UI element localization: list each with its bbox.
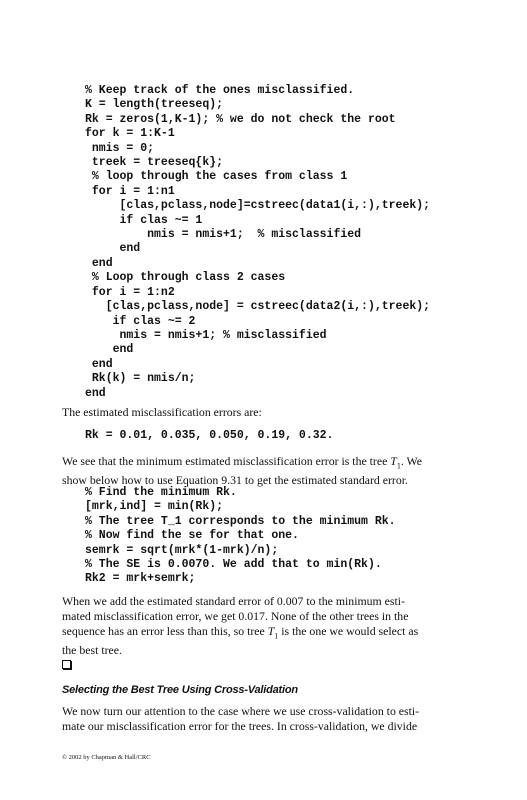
code-line: end (85, 357, 113, 371)
code-line: [mrk,ind] = min(Rk); (85, 500, 224, 514)
code-block-tree-errors (85, 84, 430, 401)
tree-symbol: T (267, 624, 275, 638)
code-block-standard-error (85, 486, 396, 587)
code-line: nmis = nmis+1; % misclassified (85, 228, 362, 242)
code-line: semrk = sqrt(mrk*(1-mrk)/n); (85, 543, 279, 557)
text: . We (400, 454, 422, 468)
code-line: end (85, 386, 106, 400)
code-line: % The SE is 0.0070. We add that to min(Rk). (85, 558, 382, 572)
end-of-example-box-icon (62, 660, 71, 669)
code-line: end (85, 256, 113, 270)
code-line: for k = 1:K-1 (85, 127, 175, 141)
text: mate our misclassification error for the trees. In cross-validation, we divide (62, 719, 418, 733)
text: When we add the estimated standard error of 0.007 to the minimum esti- (62, 594, 405, 608)
code-line: Rk2 = mrk+semrk; (85, 572, 196, 586)
text: We see that the minimum estimated misclassification error is the tree (62, 454, 388, 468)
text: We now turn our attention to the case where we use cross-validation to esti- (62, 704, 420, 718)
code-line: K = length(treeseq); (85, 98, 224, 112)
code-line: Rk = zeros(1,K-1); % we do not check the root (85, 112, 396, 126)
section-heading: Selecting the Best Tree Using Cross-Validation (62, 684, 298, 696)
text: mated misclassification error, we get 0.017. None of the other trees in the (62, 609, 409, 623)
code-line: nmis = nmis+1; % misclassified (85, 328, 327, 342)
code-line: end (85, 242, 141, 256)
code-line: if clas ~= 2 (85, 314, 196, 328)
code-line: % Keep track of the ones misclassified. (85, 84, 355, 97)
code-line: end (85, 343, 134, 357)
tree-subscript: 1 (274, 631, 279, 641)
code-line: [clas,pclass,node]=cstreec(data1(i,:),treek); (85, 199, 431, 213)
code-line: Rk = 0.01, 0.035, 0.050, 0.19, 0.32. (85, 429, 334, 442)
code-line: nmis = 0; (85, 141, 155, 155)
paragraph-minimum-tree (62, 454, 468, 488)
code-line: % Loop through class 2 cases (85, 271, 286, 285)
code-line: % Find the minimum Rk. (85, 486, 237, 499)
paragraph-cross-validation (62, 704, 468, 734)
code-line: for i = 1:n1 (85, 184, 175, 198)
text: the best tree. (62, 643, 122, 658)
paragraph-best-tree (62, 594, 468, 673)
code-line: % The tree T_1 corresponds to the minimum Rk. (85, 514, 396, 528)
text: sequence has an error less than this, so tree (62, 624, 265, 638)
code-line: for i = 1:n2 (85, 285, 175, 299)
code-line: Rk(k) = nmis/n; (85, 372, 196, 386)
code-block-rk-values (85, 429, 333, 443)
code-line: [clas,pclass,node] = cstreec(data2(i,:),treek); (85, 300, 431, 314)
code-line: % loop through the cases from class 1 (85, 170, 348, 184)
code-line: treek = treeseq{k}; (85, 156, 224, 170)
paragraph-errors-intro: The estimated misclassification errors are: (62, 405, 262, 419)
copyright-footer: © 2002 by Chapman & Hall/CRC (62, 754, 151, 761)
text: is the one we would select as (281, 624, 419, 638)
text: show below how to use Equation 9.31 to get the estimated standard error. (62, 473, 408, 488)
code-line: if clas ~= 1 (85, 213, 203, 227)
tree-symbol: T (390, 454, 397, 468)
code-line: % Now find the se for that one. (85, 529, 299, 543)
tree-subscript: 1 (396, 461, 401, 471)
